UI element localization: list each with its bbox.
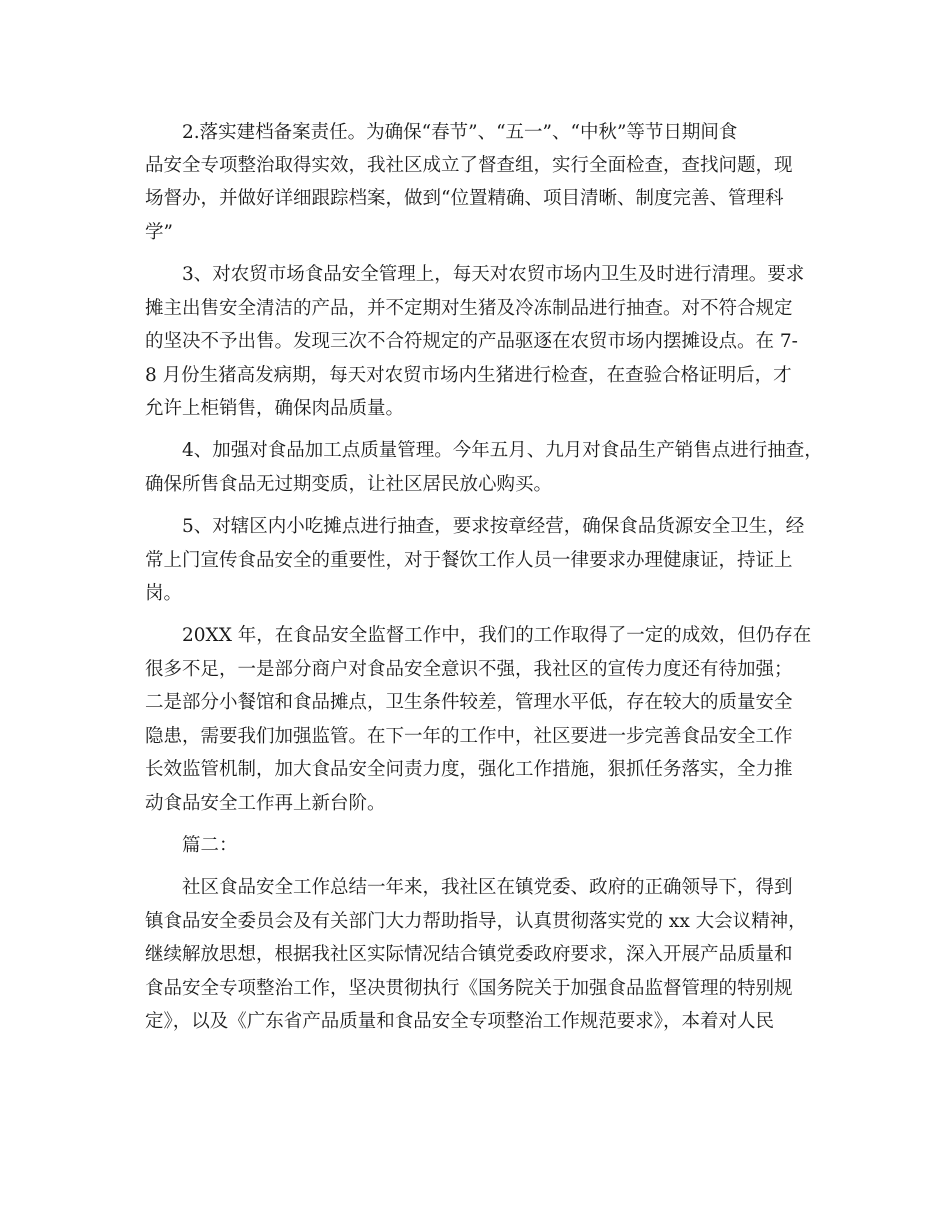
text-line: 动食品安全工作再上新台阶。 bbox=[145, 793, 386, 814]
text-line: 长效监管机制，加大食品安全问责力度，强化工作措施，狠抓任务落实，全力推 bbox=[145, 759, 793, 780]
text-line: 继续解放思想，根据我社区实际情况结合镇党委政府要求，深入开展产品质量和 bbox=[145, 944, 793, 965]
text-line: 学” bbox=[145, 222, 173, 243]
text-line: 3、对农贸市场食品安全管理上，每天对农贸市场内卫生及时进行清理。要求 bbox=[182, 264, 805, 285]
text-line: 很多不足，一是部分商户对食品安全意识不强，我社区的宣传力度还有待加强； bbox=[145, 659, 793, 680]
text-line: 允许上柜销售，确保肉品质量。 bbox=[145, 398, 405, 419]
text-line: 隐患，需要我们加强监管。在下一年的工作中，社区要进一步完善食品安全工作 bbox=[145, 726, 793, 747]
text-line: 4、加强对食品加工点质量管理。今年五月、九月对食品生产销售点进行抽查， bbox=[182, 440, 823, 461]
text-line: 的坚决不予出售。发现三次不合符规定的产品驱逐在农贸市场内摆摊设点。在 7- bbox=[145, 331, 798, 352]
text-line: 品安全专项整治取得实效，我社区成立了督查组，实行全面检查，查找问题，现 bbox=[145, 155, 793, 176]
section-heading: 篇二： bbox=[182, 835, 238, 856]
text-line: 20XX 年，在食品安全监督工作中，我们的工作取得了一定的成效，但仍存在 bbox=[182, 625, 812, 646]
text-line: 8 月份生猪高发病期，每天对农贸市场内生猪进行检查，在查验合格证明后，才 bbox=[145, 365, 792, 386]
text-line: 确保所售食品无过期变质，让社区居民放心购买。 bbox=[145, 474, 553, 495]
text-line: 场督办，并做好详细跟踪档案，做到“位置精确、项目清晰、制度完善、管理科 bbox=[145, 188, 784, 209]
text-line: 2.落实建档备案责任。为确保“春节”、“五一”、“中秋”等节日期间食 bbox=[182, 122, 738, 143]
text-line: 定》，以及《广东省产品质量和食品安全专项整治工作规范要求》，本着对人民 bbox=[145, 1011, 775, 1032]
text-line: 镇食品安全委员会及有关部门大力帮助指导，认真贯彻落实党的 xx 大会议精神， bbox=[145, 911, 807, 932]
text-line: 摊主出售安全清洁的产品，并不定期对生猪及冷冻制品进行抽查。对不符合规定 bbox=[145, 298, 793, 319]
text-line: 常上门宣传食品安全的重要性，对于餐饮工作人员一律要求办理健康证，持证上 bbox=[145, 550, 793, 571]
text-line: 二是部分小餐馆和食品摊点，卫生条件较差，管理水平低，存在较大的质量安全 bbox=[145, 692, 793, 713]
text-line: 食品安全专项整治工作，坚决贯彻执行《国务院关于加强食品监督管理的特别规 bbox=[145, 978, 793, 999]
text-line: 岗。 bbox=[145, 583, 183, 604]
text-line: 5、对辖区内小吃摊点进行抽查，要求按章经营，确保食品货源安全卫生，经 bbox=[182, 516, 805, 537]
text-line: 社区食品安全工作总结一年来，我社区在镇党委、政府的正确领导下，得到 bbox=[182, 877, 793, 898]
